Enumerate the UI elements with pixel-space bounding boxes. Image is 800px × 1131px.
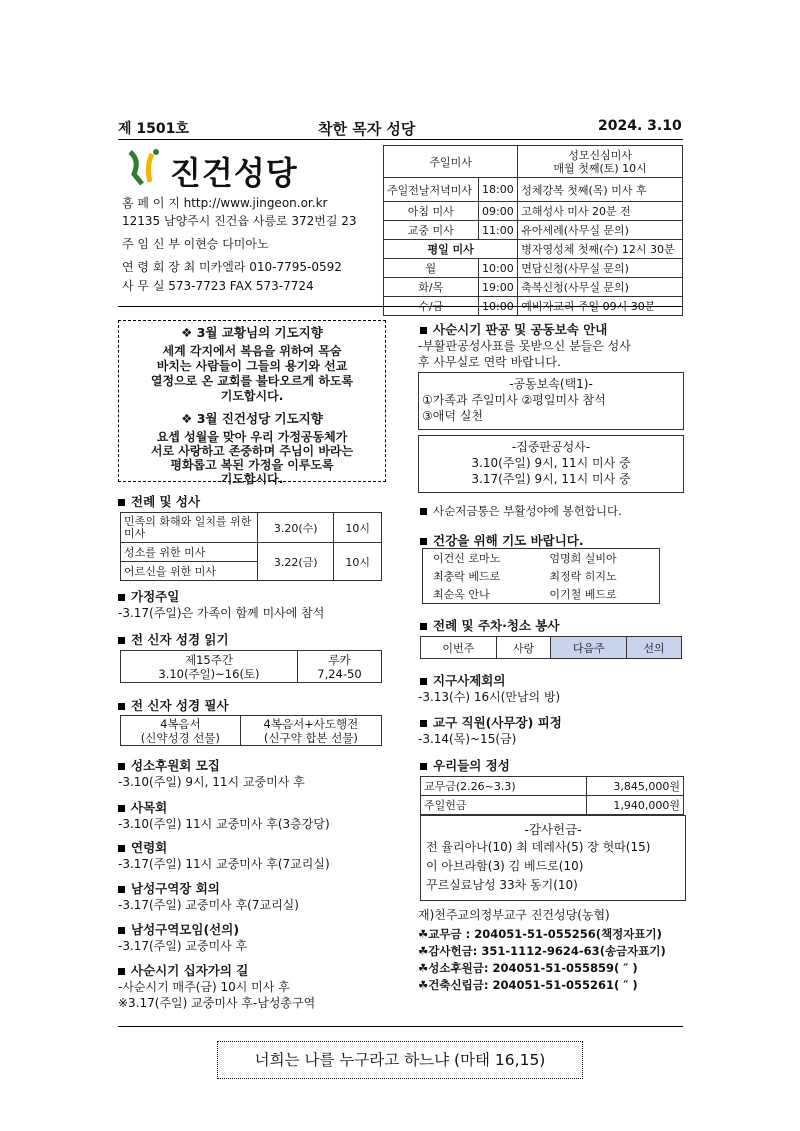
section-rule [118, 306, 683, 307]
council-head: 연 령 회 장 최 미카엘라 010-7795-0592 [122, 260, 342, 274]
liturgy-mass-time: 10시 [334, 543, 382, 581]
special-mass: 성모신심미사 매월 첫째(토) 10시 [518, 146, 683, 178]
schedule-cell: 축복신청(사무실 문의) [518, 278, 683, 297]
pope-intention-line: 바치는 사람들이 그들의 용기와 선교 [156, 359, 348, 373]
bank-account: ☘감사헌금: 351-1112-9624-63(송금자표기) [418, 944, 666, 958]
footer-verse: 너희는 나를 누구라고 하느냐 (마태 16,15) [217, 1041, 583, 1079]
offering-label: 교무금(2.26~3.3) [421, 777, 587, 796]
council-text: -3.10(주일) 11시 교중미사 후(3층강당) [118, 817, 330, 831]
parish-name: 착한 목자 성당 [318, 120, 416, 138]
bullet-square-icon [118, 499, 125, 506]
health-name: 엄명희 실비아 [549, 552, 617, 565]
bank-account: ☘성소후원금: 204051-51-055859( ″ ) [418, 961, 638, 975]
parish-intention-line: 요셉 성월을 맞아 우리 가정공동체가 [156, 430, 348, 444]
bible-reading-table [120, 650, 382, 683]
vocation-title: 성소후원회 모집 [118, 756, 220, 774]
schedule-cell: 10:00 [478, 297, 518, 316]
schedule-cell: 유아세례(사무실 문의) [518, 221, 683, 240]
pope-intention-line: 세계 각지에서 복음을 위하여 목숨 [162, 344, 342, 358]
yeonryeong-text: -3.17(주일) 11시 교중미사 후(7교리실) [118, 857, 330, 871]
offering-amount: 1,940,000원 [587, 796, 684, 815]
header-rule [118, 139, 683, 140]
reading-week: 제15주간 3.10(주일)~16(토) [121, 651, 298, 683]
confession-title: -집중판공성사- [511, 440, 591, 454]
schedule-cell: 고해성사 미사 20분 전 [518, 202, 683, 221]
namseong2-text: -3.17(주일) 교중미사 후 [118, 939, 248, 953]
bible-copy-table [120, 715, 382, 746]
leaf-icon [122, 146, 166, 188]
service-cell: 사랑 [496, 637, 551, 659]
liturgy-mass-name: 어르신을 위한 미사 [121, 562, 258, 581]
penance-box [418, 372, 684, 430]
liturgy-mass-time: 10시 [334, 513, 382, 543]
priest: 주 임 신 부 이현승 다미아노 [122, 237, 269, 251]
service-cell: 이번주 [421, 637, 497, 659]
bible-copy-title: 전 신자 성경 필사 [118, 696, 229, 714]
pope-intention-title: ❖ 3월 교황님의 기도지향 [181, 325, 323, 340]
service-table [420, 636, 682, 659]
schedule-cell: 예비자교리 주일 09시 30분 [518, 297, 683, 316]
namseong-title: 남성구역장 회의 [118, 879, 220, 897]
lent-text: 후 사무실로 연락 바랍니다. [418, 355, 561, 369]
penance-option: ①가족과 주일미사 ②평일미사 참석 [422, 393, 606, 407]
issue-date: 2024. 3.10 [598, 118, 682, 134]
health-name: 이기철 베드로 [549, 588, 617, 601]
parish-intention-title: ❖ 3월 진건성당 기도지향 [181, 411, 323, 426]
issue-number: 제 1501호 [118, 121, 189, 137]
pope-intention-line: 열정으로 온 교회를 불타오르게 하도록 [150, 374, 354, 388]
health-prayer-table [422, 548, 660, 604]
copy-option-a: 4복음서 (신약성경 선물) [121, 716, 241, 746]
logo [122, 146, 382, 192]
mass-schedule-table [383, 145, 683, 316]
offering-label: 주일헌금 [421, 796, 587, 815]
penance-title: -공동보속(택1)- [509, 377, 593, 391]
parish-intention-line: 기도합시다. [220, 472, 284, 486]
district-title: 지구사제회의 [420, 671, 505, 689]
offering-table [420, 776, 684, 815]
liturgy-table [120, 512, 382, 581]
schedule-cell: 주일전날저녁미사 [384, 178, 479, 202]
thanks-line: 꾸르실료남성 33차 동기(10) [426, 878, 578, 892]
health-name: 최순옥 안나 [433, 588, 490, 601]
health-prayer-title: 건강을 위해 기도 바랍니다. [420, 531, 584, 549]
lent-title: 사순시기 판공 및 공동보속 안내 [420, 320, 607, 338]
liturgy-mass-name: 성소를 위한 미사 [121, 543, 258, 562]
health-name: 이건신 로마노 [433, 552, 501, 565]
thanks-line: 전 율리아나(10) 최 데레사(5) 장 헛따(15) [426, 840, 651, 854]
service-cell: 다음주 [551, 637, 627, 659]
schedule-cell: 19:00 [478, 278, 518, 297]
liturgy-mass-date: 3.22(금) [258, 543, 334, 581]
weekday-mass-title: 평일 미사 [384, 240, 518, 259]
vocation-text: -3.10(주일) 9시, 11시 교중미사 후 [118, 775, 305, 789]
cross-way-text: -사순시기 매주(금) 10시 미사 후 [118, 980, 290, 994]
confession-time: 3.17(주일) 9시, 11시 미사 중 [471, 472, 631, 486]
copy-option-b: 4복음서+사도행전 (신구약 합본 선물) [240, 716, 381, 746]
schedule-cell: 면담신청(사무실 문의) [518, 259, 683, 278]
schedule-cell: 09:00 [478, 202, 518, 221]
staff-retreat-title: 교구 직원(사무장) 피정 [420, 713, 562, 731]
savings-note: 사순저금통은 부활성야에 봉헌합니다. [420, 503, 622, 519]
sunday-mass-title: 주일미사 [384, 146, 518, 178]
footer-rule [118, 1026, 683, 1027]
pope-intention-line: 기도합시다. [220, 389, 284, 403]
homepage-link[interactable]: 홈 페 이 지 http://www.jingeon.or.kr [122, 196, 328, 210]
schedule-cell: 병자영성체 첫째(수) 12시 30분 [518, 240, 683, 259]
family-sunday-title: 가정주일 [118, 587, 179, 605]
staff-retreat-text: -3.14(목)~15(금) [418, 732, 517, 746]
address: 12135 남양주시 진건읍 사릉로 372번길 23 [122, 214, 357, 228]
bank-account: ☘교무금 : 204051-51-055256(책정자표기) [418, 927, 662, 941]
penance-option: ③애덕 실천 [422, 409, 483, 423]
thanks-line: 이 아브라함(3) 김 베드로(10) [426, 859, 584, 873]
prayer-intentions-box [118, 320, 386, 486]
confession-box [418, 435, 684, 493]
bible-reading-title: 전 신자 성경 읽기 [118, 630, 229, 648]
confession-time: 3.10(주일) 9시, 11시 미사 중 [471, 456, 631, 470]
bank-account: ☘건축신립금: 204051-51-055261( ″ ) [418, 978, 638, 992]
district-text: -3.13(수) 16시(만남의 방) [418, 690, 561, 704]
liturgy-mass-name: 민족의 화해와 일치를 위한 미사 [121, 513, 258, 543]
parish-intention-line: 서로 사랑하고 존중하며 주님이 바라는 [150, 444, 354, 458]
lent-text: -부활판공성사표를 못받으신 분들은 성사 [418, 339, 631, 353]
thanks-offering-box [420, 815, 686, 901]
schedule-cell: 월 [384, 259, 479, 278]
logo-text: 진건성당 [170, 154, 298, 192]
liturgy-title: 전례 및 성사 [118, 492, 200, 510]
service-cell: 선의 [627, 637, 682, 659]
health-name: 최충락 베드로 [433, 570, 501, 583]
thanks-title: -감사헌금- [524, 822, 582, 837]
schedule-cell: 11:00 [478, 221, 518, 240]
bank-title: 재)천주교의정부교구 진건성당(농협) [418, 908, 610, 922]
family-sunday-text: -3.17(주일)은 가족이 함께 미사에 참석 [118, 606, 325, 620]
schedule-cell: 교중 미사 [384, 221, 479, 240]
offering-amount: 3,845,000원 [587, 777, 684, 796]
liturgy-mass-date: 3.20(수) [258, 513, 334, 543]
service-title: 전례 및 주차·청소 봉사 [420, 616, 559, 634]
schedule-cell: 화/목 [384, 278, 479, 297]
yeonryeong-title: 연령회 [118, 838, 167, 856]
health-name: 최정락 히지노 [549, 570, 617, 583]
schedule-cell: 아침 미사 [384, 202, 479, 221]
offering-title: 우리들의 정성 [420, 756, 510, 774]
schedule-cell: 18:00 [478, 178, 518, 202]
office-phone: 사 무 실 573-7723 FAX 573-7724 [122, 279, 314, 293]
cross-way-note: ※3.17(주일) 교중미사 후-남성총구역 [118, 996, 316, 1010]
schedule-cell: 성체강복 첫째(목) 미사 후 [518, 178, 683, 202]
reading-book: 루카 7,24-50 [297, 651, 381, 683]
parish-intention-line: 평화롭고 복된 가정을 이루도록 [170, 458, 334, 472]
cross-way-title: 사순시기 십자가의 길 [118, 961, 248, 979]
namseong2-title: 남성구역모임(선의) [118, 920, 239, 938]
council-title: 사목회 [118, 798, 167, 816]
schedule-cell: 10:00 [478, 259, 518, 278]
namseong-text: -3.17(주일) 교중미사 후(7교리실) [118, 898, 299, 912]
schedule-cell: 수/금 [384, 297, 479, 316]
